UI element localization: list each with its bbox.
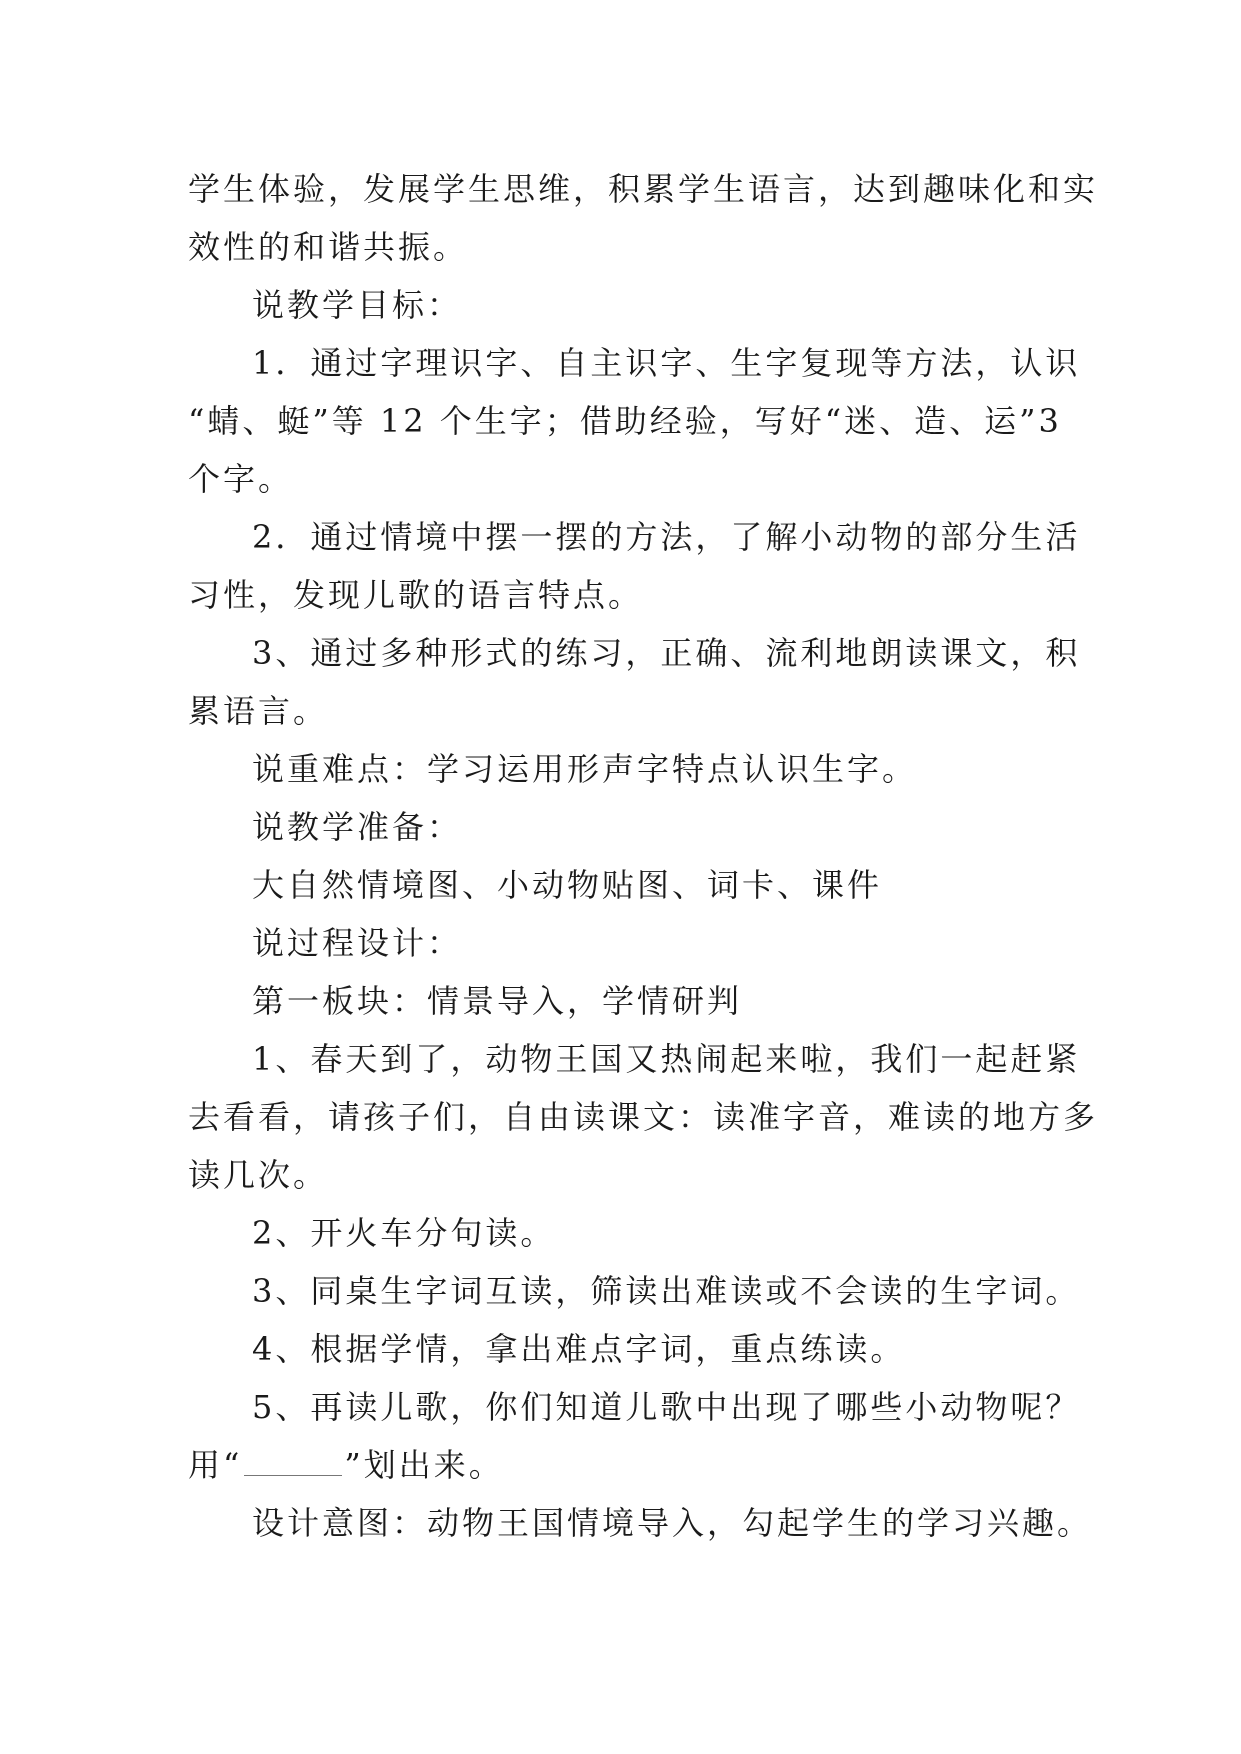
paragraph-line: 说教学准备：	[252, 808, 463, 846]
underline-suffix: ”划出来。	[344, 1446, 504, 1484]
paragraph-line: 说过程设计：	[252, 924, 463, 962]
underline-prefix: 用“	[188, 1446, 243, 1484]
paragraph-line: 1．通过字理识字、自主识字、生字复现等方法，认识	[252, 344, 1081, 382]
document-page	[188, 160, 1099, 1552]
paragraph-line: 说重难点：学习运用形声字特点认识生字。	[252, 750, 918, 788]
paragraph-line: 学生体验，发展学生思维，积累学生语言，达到趣味化和实	[188, 170, 1099, 208]
paragraph-line: 2、开火车分句读。	[252, 1214, 556, 1252]
paragraph-line: 读几次。	[188, 1156, 329, 1194]
paragraph-line: 3、同桌生字词互读，筛读出难读或不会读的生字词。	[252, 1272, 1081, 1310]
paragraph-line: 1、春天到了，动物王国又热闹起来啦，我们一起赶紧	[252, 1040, 1081, 1078]
paragraph-line: 习性，发现儿歌的语言特点。	[188, 576, 644, 614]
paragraph-line: 4、根据学情，拿出难点字词，重点练读。	[252, 1330, 906, 1368]
paragraph-line	[188, 1436, 1068, 1494]
paragraph-line: 3、通过多种形式的练习，正确、流利地朗读课文，积	[252, 634, 1081, 672]
paragraph-line: 2．通过情境中摆一摆的方法，了解小动物的部分生活	[252, 518, 1081, 556]
paragraph-line: 说教学目标：	[252, 286, 463, 324]
paragraph-line: 效性的和谐共振。	[188, 228, 469, 266]
paragraph-line: 个字。	[188, 460, 294, 498]
paragraph-line: 大自然情境图、小动物贴图、词卡、课件	[252, 866, 883, 904]
design-intent-line: 设计意图：动物王国情境导入，勾起学生的学习兴趣。	[252, 1504, 1093, 1542]
paragraph-line: “蜻、蜓”等 12 个生字；借助经验，写好“迷、造、运”3	[188, 402, 1062, 440]
underline-blank	[244, 1451, 342, 1476]
document-body	[188, 160, 1099, 1436]
paragraph-line: 去看看，请孩子们，自由读课文：读准字音，难读的地方多	[188, 1098, 1099, 1136]
paragraph-line: 累语言。	[188, 692, 329, 730]
paragraph-line: 5、再读儿歌，你们知道儿歌中出现了哪些小动物呢？	[252, 1388, 1081, 1426]
paragraph-line: 第一板块：情景导入，学情研判	[252, 982, 743, 1020]
